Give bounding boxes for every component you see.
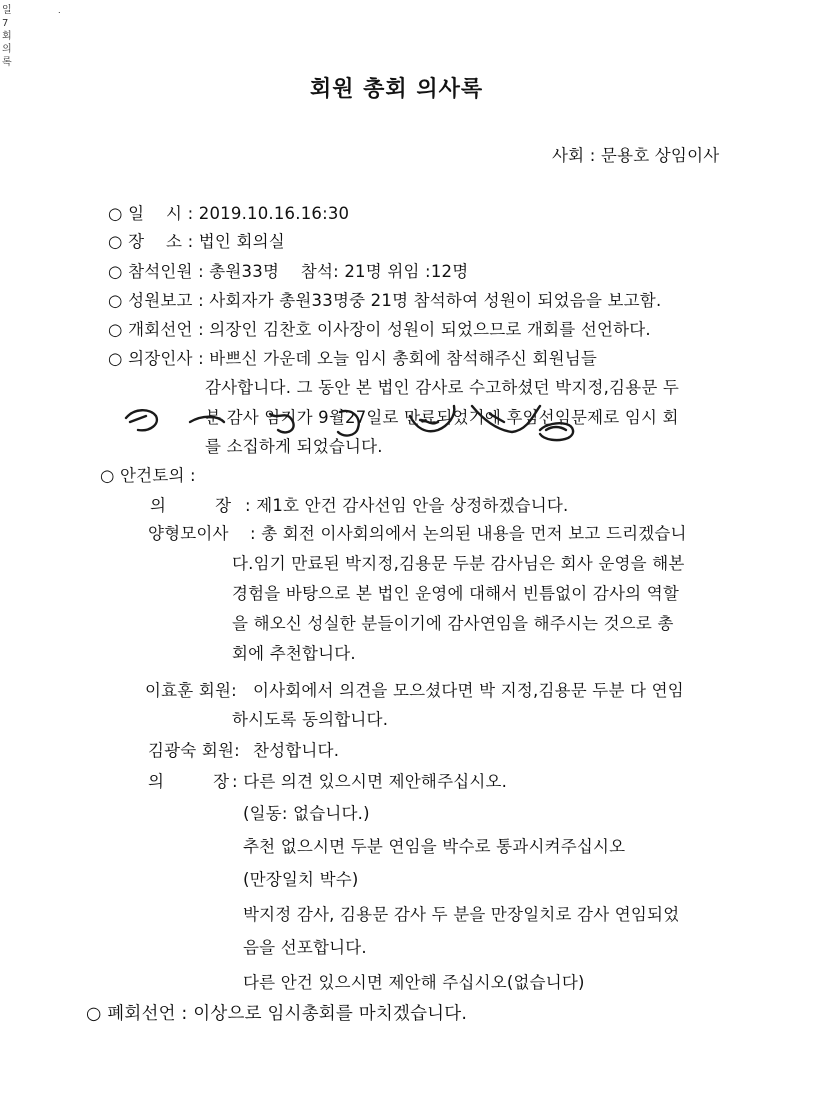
page-title: 회원 총회 의사록: [310, 77, 484, 102]
item-place: [108, 228, 285, 252]
item-value: 총원33명 참석: 21명 위임 :12명: [209, 262, 469, 281]
closing-label: 폐회선언: [107, 1004, 176, 1024]
bullet: ○: [108, 204, 123, 223]
director-line-4: 을 해오신 성실한 분들이기에 감사연임을 해주시는 것으로 총: [232, 614, 674, 633]
item-attendance: [108, 258, 468, 282]
chair-line: 사회 : 문용호 상임이사: [552, 146, 720, 165]
item-opening: [108, 316, 651, 340]
item-date: [108, 200, 349, 224]
signature-stroke-6: [472, 406, 540, 432]
item-quorum: [108, 287, 661, 311]
item-label: 의장인사: [128, 349, 193, 368]
chair2-line-1: : 다른 의견 있으시면 제안해주십시오.: [232, 772, 508, 791]
item-value: 2019.10.16.16:30: [198, 204, 350, 223]
signature-stroke-5: [410, 406, 454, 431]
signature-stroke-2: [190, 417, 224, 422]
director-speaker: 양형모이사: [148, 524, 229, 543]
director-line-2: 다.임기 만료된 박지정,김용문 두분 감사님은 회사 운영을 해본: [232, 554, 685, 573]
director-line-5: 회에 추천합니다.: [232, 644, 356, 663]
chair2-line-7: 다른 안건 있으시면 제안해 주십시오(없습니다): [243, 973, 585, 992]
member1-line-2: 하시도록 동의합니다.: [232, 710, 389, 729]
greeting-line-3: 를 소집하게 되었습니다.: [205, 437, 383, 456]
signature-stroke-3: [270, 414, 294, 432]
member1-line-1: 이사회에서 의견을 모으셨다면 박 지정,김용문 두분 다 연임: [253, 681, 684, 700]
item-value: 의장인 김찬호 이사장이 성원이 되었으므로 개회를 선언하다.: [209, 320, 651, 339]
bullet: ○: [108, 320, 123, 339]
chair2-line-5: 박지정 감사, 김용문 감사 두 분을 만장일치로 감사 연임되었: [243, 905, 680, 924]
signature-seals: [120, 400, 590, 448]
agenda-heading: ○ 안건토의 :: [100, 466, 196, 485]
bullet: ○: [108, 232, 123, 251]
member1-speaker: 이효훈 회원:: [145, 681, 237, 700]
director-line-3: 경험을 바탕으로 본 법인 운영에 대해서 빈틈없이 감사의 역할: [232, 584, 680, 603]
greeting-line-2: 분 감사 임기가 9월27일로 만료되었기에 후임선임문제로 임시 회: [205, 408, 679, 427]
item-label: 개회선언: [128, 320, 193, 339]
bullet: ○: [86, 1004, 102, 1024]
item-value: 법인 회의실: [198, 232, 285, 251]
item-label: 일 시: [128, 204, 183, 223]
item-sep: :: [192, 262, 210, 281]
item-sep: :: [182, 204, 199, 223]
item-label: 참석인원: [128, 262, 193, 281]
closing-sep: :: [175, 1004, 194, 1024]
item-sep: :: [192, 291, 210, 310]
item-greeting: [108, 345, 597, 369]
signature-stroke-4: [338, 411, 359, 436]
bullet: ○: [108, 291, 123, 310]
chair2-line-4: (만장일치 박수): [243, 870, 359, 889]
bullet: ○: [108, 349, 123, 368]
closing-line: [86, 1000, 467, 1025]
chair1-speaker: 의 장: [150, 496, 232, 515]
chair2-speaker: 의 장: [148, 772, 230, 791]
margin-mark: .: [58, 6, 61, 15]
item-sep: :: [192, 320, 210, 339]
margin-note: 일7회의록: [2, 5, 12, 68]
director-line-1: : 총 회전 이사회의에서 논의된 내용을 먼저 보고 드리겠습니: [250, 524, 687, 543]
member2-text: 찬성합니다.: [253, 741, 340, 760]
closing-value: 이상으로 임시총회를 마치겠습니다.: [193, 1004, 468, 1024]
bullet: ○: [108, 262, 123, 281]
item-label: 장 소: [128, 232, 183, 251]
item-value: 사회자가 총원33명중 21명 참석하여 성원이 되었음을 보고함.: [209, 291, 662, 310]
item-sep: :: [192, 349, 210, 368]
signature-stroke-7: [540, 423, 573, 440]
chair2-line-6: 음을 선포합니다.: [243, 938, 367, 957]
item-value: 바쁘신 가운데 오늘 임시 총회에 참석해주신 회원님들: [209, 349, 598, 368]
member2-speaker: 김광숙 회원:: [148, 741, 240, 760]
item-sep: :: [182, 232, 199, 251]
chair2-line-2: (일동: 없습니다.): [243, 804, 370, 823]
greeting-line-1: 감사합니다. 그 동안 본 법인 감사로 수고하셨던 박지정,김용문 두: [205, 378, 680, 397]
signature-stroke-1: [126, 410, 157, 430]
item-label: 성원보고: [128, 291, 193, 310]
chair1-text: : 제1호 안건 감사선임 안을 상정하겠습니다.: [245, 496, 569, 515]
chair2-line-3: 추천 없으시면 두분 연임을 박수로 통과시켜주십시오: [243, 837, 626, 856]
